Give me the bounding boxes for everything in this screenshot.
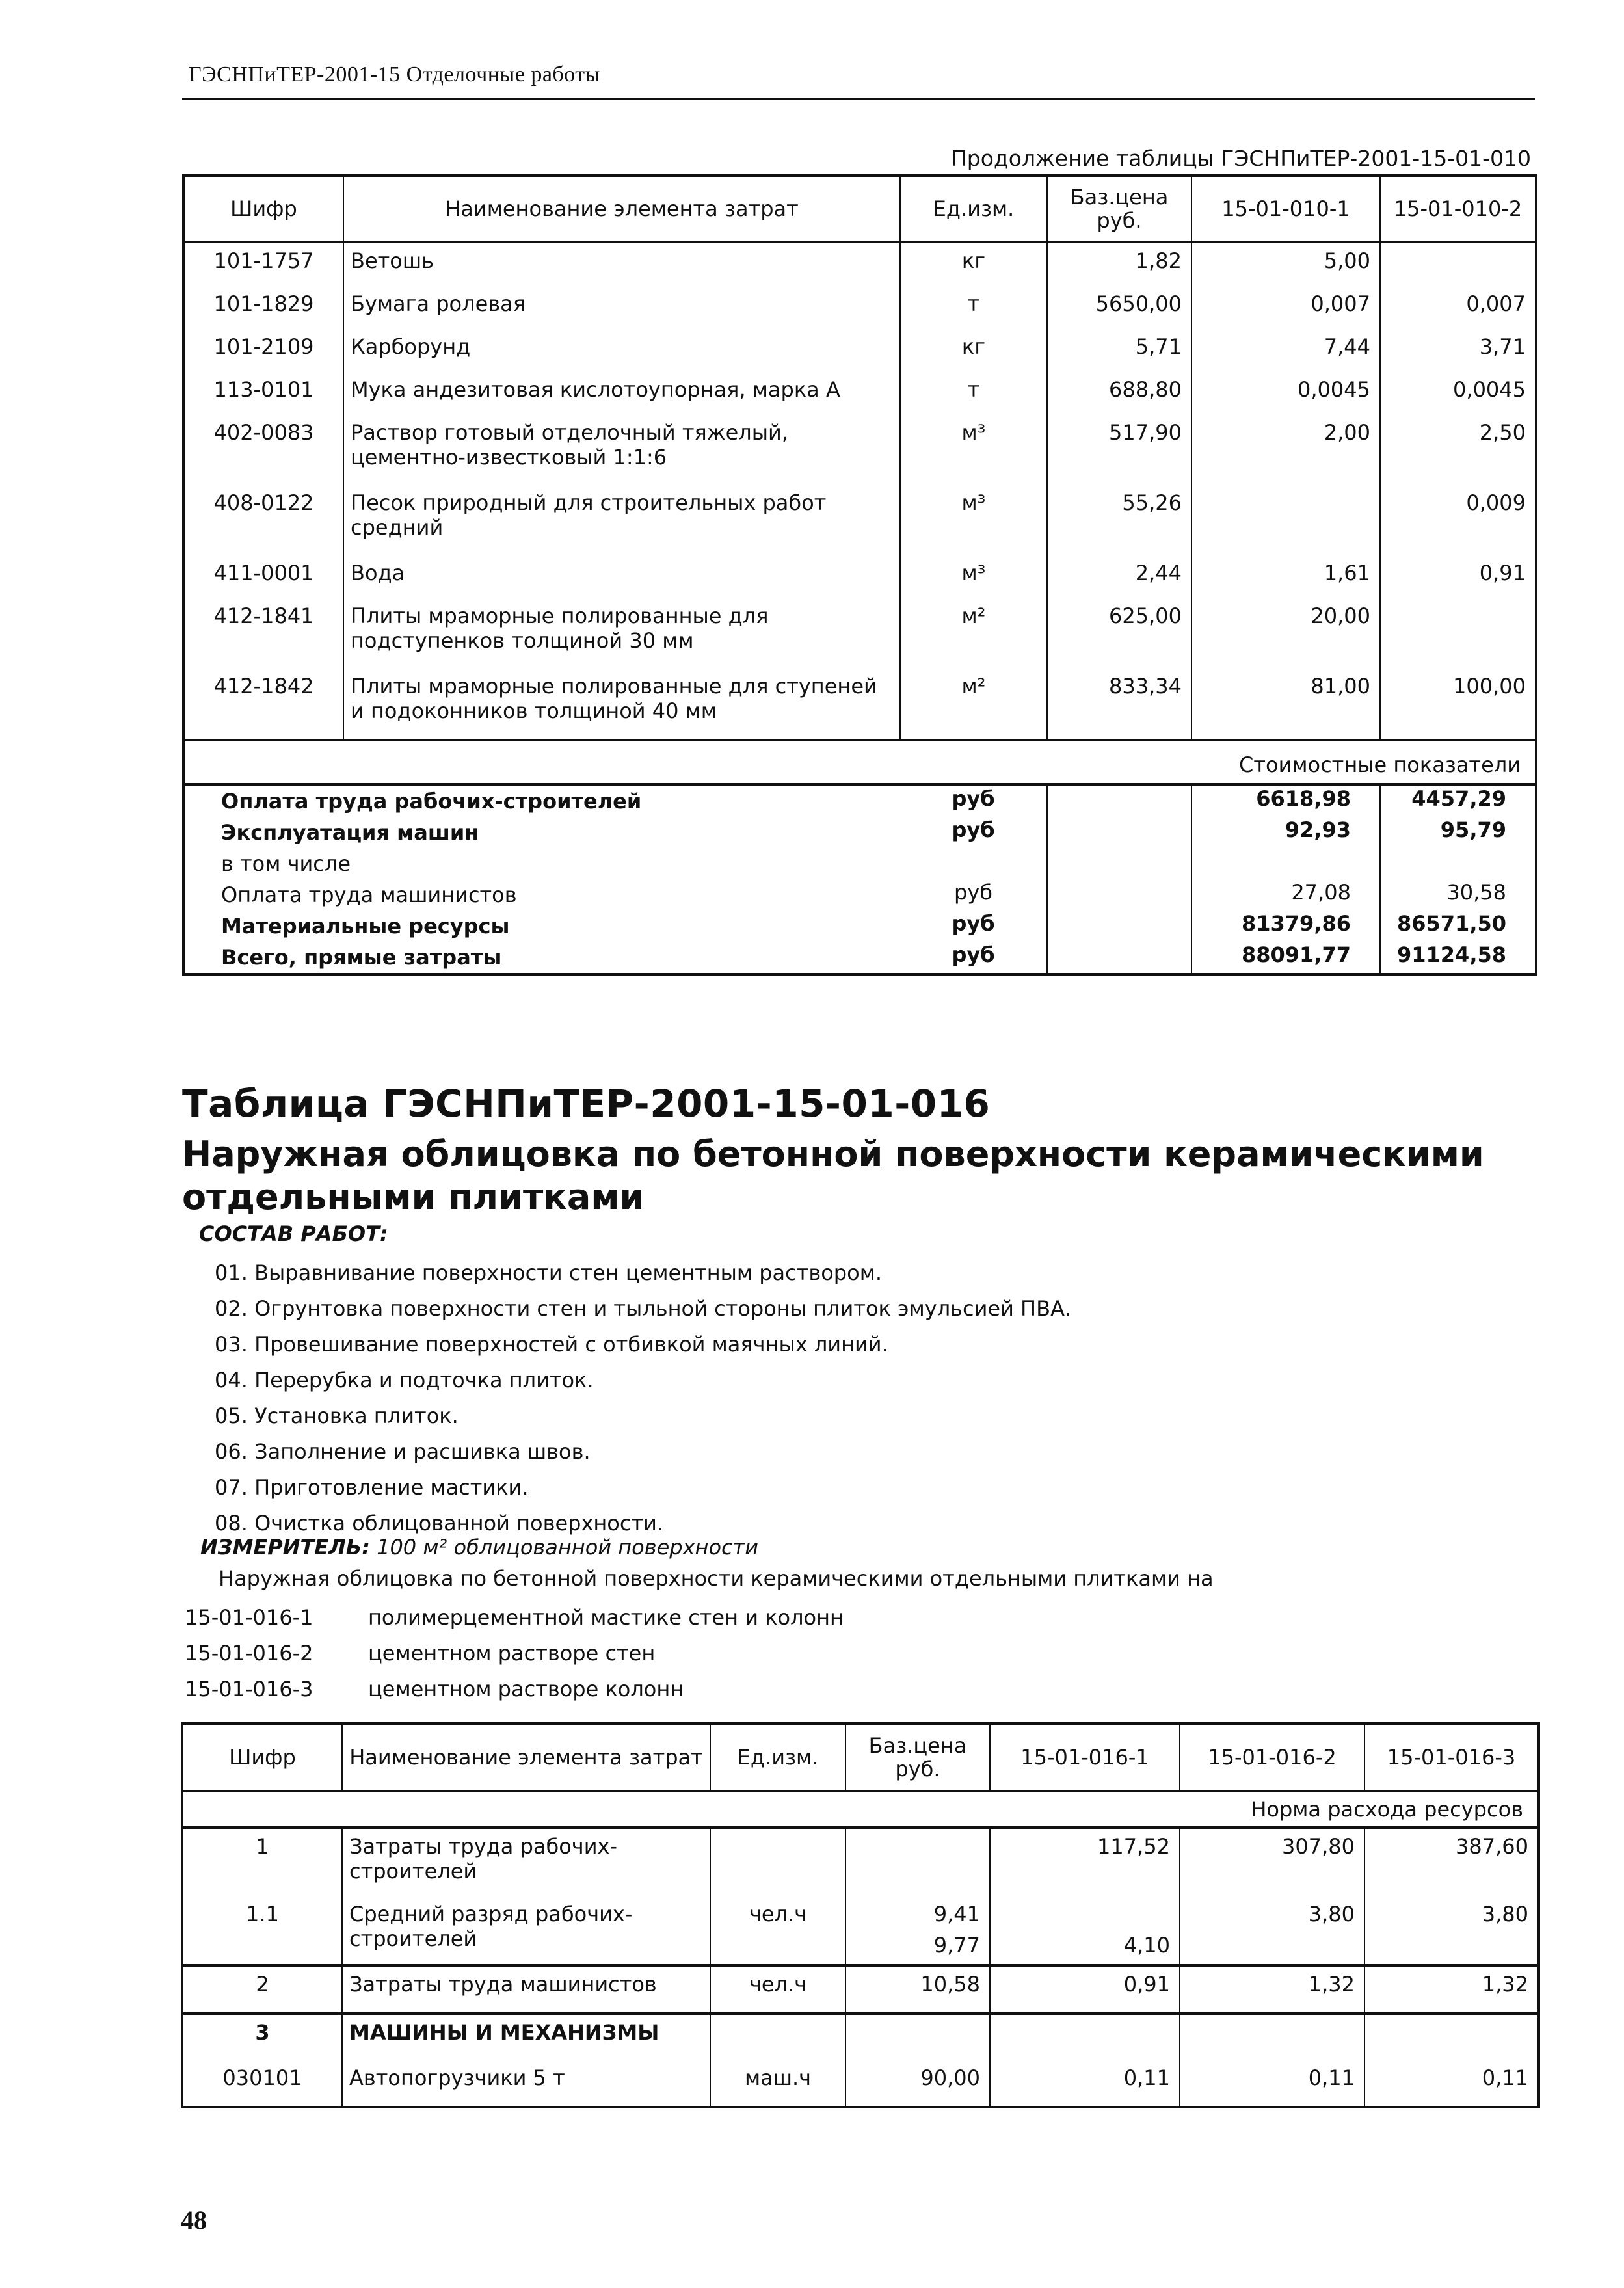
variant-text: полимерцементной мастике стен и колонн xyxy=(368,1605,844,1630)
row-price: 2,44 xyxy=(1047,555,1191,598)
variant-code: 15-01-016-2 xyxy=(185,1641,313,1666)
row-price: 55,26 xyxy=(1047,485,1191,555)
row-unit: чел.ч xyxy=(710,1896,845,1965)
table-row xyxy=(182,1896,1539,1965)
row-unit: м³ xyxy=(900,555,1047,598)
row-unit: маш.ч xyxy=(710,2060,845,2107)
row-unit: м³ xyxy=(900,485,1047,555)
row-v1: 7,44 xyxy=(1191,329,1380,372)
table-row xyxy=(183,286,1536,329)
col-header-unit: Ед.изм. xyxy=(900,176,1047,242)
row-code: 3 xyxy=(182,2014,342,2060)
row-code: 408-0122 xyxy=(183,485,343,555)
row-name: Затраты труда рабочих-строителей xyxy=(342,1828,710,1896)
row-name: Песок природный для строительных работ средний xyxy=(343,485,900,555)
cost-unit: руб xyxy=(954,880,992,905)
table-row xyxy=(183,242,1536,286)
row-price xyxy=(845,1896,990,1965)
section-title: Таблица ГЭСНПиТЕР-2001-15-01-016 xyxy=(182,1082,991,1126)
row-v3: 3,80 xyxy=(1364,1896,1539,1965)
list-item xyxy=(185,1600,844,1636)
col-header-code: Шифр xyxy=(182,1723,342,1791)
row-v1: 20,00 xyxy=(1191,598,1380,669)
row-code: 2 xyxy=(182,1965,342,2014)
cost-v2: 4457,29 xyxy=(1411,786,1506,811)
meter-line xyxy=(200,1535,758,1560)
row-v1: 0,0045 xyxy=(1191,372,1380,415)
cost-label: в том числе xyxy=(221,851,351,876)
row-price: 833,34 xyxy=(1047,669,1191,740)
resources-table xyxy=(181,1722,1540,2108)
row-name: Средний разряд рабочих-строителей xyxy=(342,1896,710,1965)
variant-code: 15-01-016-1 xyxy=(185,1605,313,1630)
header-rule xyxy=(182,98,1535,100)
row-v1: 0,11 xyxy=(990,2060,1180,2107)
cost-unit: руб xyxy=(952,818,995,842)
row-code: 411-0001 xyxy=(183,555,343,598)
row-name: Бумага ролевая xyxy=(343,286,900,329)
cost-label: Оплата труда рабочих-строителей xyxy=(221,789,642,814)
col-header-v1: 15-01-010-1 xyxy=(1191,176,1380,242)
cost-label: Всего, прямые затраты xyxy=(221,945,502,970)
row-v2: 307,80 xyxy=(1180,1828,1364,1896)
row-code: 030101 xyxy=(182,2060,342,2107)
row-price-2: 9,77 xyxy=(933,1933,980,1958)
list-item: 07. Приготовление мастики. xyxy=(215,1475,529,1500)
row-unit: кг xyxy=(900,242,1047,286)
row-unit: чел.ч xyxy=(710,1965,845,2014)
row-unit xyxy=(710,2014,845,2060)
cost-v1: 92,93 xyxy=(1191,817,1380,848)
row-v1: 5,00 xyxy=(1191,242,1380,286)
table-row xyxy=(183,669,1536,740)
row-v1 xyxy=(1191,485,1380,555)
row-unit: м² xyxy=(900,598,1047,669)
row-price: 688,80 xyxy=(1047,372,1191,415)
col-header-v3: 15-01-016-3 xyxy=(1364,1723,1539,1791)
cost-v1: 6618,98 xyxy=(1191,784,1380,817)
table-row xyxy=(182,1965,1539,2014)
cost-v1: 27,08 xyxy=(1191,879,1380,911)
row-name: Мука андезитовая кислотоупорная, марка А xyxy=(343,372,900,415)
row-v1: 2,00 xyxy=(1191,415,1380,485)
row-v1-2: 4,10 xyxy=(1123,1933,1170,1958)
row-price: 90,00 xyxy=(845,2060,990,2107)
meter-value: 100 м² облицованной поверхности xyxy=(377,1535,759,1560)
cost-v2 xyxy=(1380,848,1536,879)
cost-row xyxy=(183,784,1536,817)
row-v1: 117,52 xyxy=(990,1828,1180,1896)
description: Наружная облицовка по бетонной поверхности керамическими отдельными плитками на xyxy=(219,1566,1214,1591)
cost-unit xyxy=(900,848,1047,879)
cost-unit: руб xyxy=(952,786,995,811)
row-v2: 2,50 xyxy=(1380,415,1536,485)
row-price: 625,00 xyxy=(1047,598,1191,669)
row-price: 10,58 xyxy=(845,1965,990,2014)
row-price xyxy=(845,1828,990,1896)
list-item: 01. Выравнивание поверхности стен цементным раствором. xyxy=(215,1260,882,1285)
table-row xyxy=(183,598,1536,669)
cost-v1 xyxy=(1191,848,1380,879)
cost-label: Эксплуатация машин xyxy=(221,820,479,845)
row-v2 xyxy=(1380,598,1536,669)
row-v1-1 xyxy=(997,1902,1170,1926)
row-v2: 100,00 xyxy=(1380,669,1536,740)
row-v1 xyxy=(990,2014,1180,2060)
running-header: ГЭСНПиТЕР-2001-15 Отделочные работы xyxy=(189,62,600,86)
row-unit: кг xyxy=(900,329,1047,372)
row-v2: 1,32 xyxy=(1180,1965,1364,2014)
row-code: 1.1 xyxy=(182,1896,342,1965)
cost-blank xyxy=(1047,879,1191,911)
col-header-v2: 15-01-010-2 xyxy=(1380,176,1536,242)
cost-v1: 88091,77 xyxy=(1191,942,1380,974)
cost-blank xyxy=(1047,784,1191,817)
row-unit: т xyxy=(900,286,1047,329)
row-name: Карборунд xyxy=(343,329,900,372)
table-header-row xyxy=(182,1723,1539,1791)
list-item: 05. Установка плиток. xyxy=(215,1403,459,1428)
row-unit: м² xyxy=(900,669,1047,740)
list-item xyxy=(185,1636,844,1671)
list-item: 02. Огрунтовка поверхности стен и тыльной стороны плиток эмульсией ПВА. xyxy=(215,1296,1072,1321)
cost-blank xyxy=(1047,942,1191,974)
col-header-price: Баз.цена руб. xyxy=(1047,176,1191,242)
row-price: 5650,00 xyxy=(1047,286,1191,329)
row-v2: 0,009 xyxy=(1380,485,1536,555)
list-item: 08. Очистка облицованной поверхности. xyxy=(215,1511,664,1536)
table-row xyxy=(183,485,1536,555)
row-unit xyxy=(710,1828,845,1896)
row-name: Плиты мраморные полированные для подступенков толщиной 30 мм xyxy=(343,598,900,669)
list-item: 04. Перерубка и подточка плиток. xyxy=(215,1368,594,1392)
materials-table xyxy=(182,174,1537,786)
row-v2 xyxy=(1180,2014,1364,2060)
cost-row xyxy=(183,879,1536,911)
table-row xyxy=(182,2014,1539,2060)
col-header-v1: 15-01-016-1 xyxy=(990,1723,1180,1791)
table-continuation-label: Продолжение таблицы ГЭСНПиТЕР-2001-15-01-010 xyxy=(950,146,1531,171)
cost-blank xyxy=(1047,848,1191,879)
row-unit: м³ xyxy=(900,415,1047,485)
col-header-price: Баз.цена руб. xyxy=(845,1723,990,1791)
row-v3: 1,32 xyxy=(1364,1965,1539,2014)
col-header-code: Шифр xyxy=(183,176,343,242)
row-v2: 0,91 xyxy=(1380,555,1536,598)
cost-row xyxy=(183,911,1536,942)
row-v3 xyxy=(1364,2014,1539,2060)
row-v2: 3,80 xyxy=(1180,1896,1364,1965)
row-name: Автопогрузчики 5 т xyxy=(342,2060,710,2107)
row-price: 5,71 xyxy=(1047,329,1191,372)
cost-row xyxy=(183,942,1536,974)
row-v1: 1,61 xyxy=(1191,555,1380,598)
cost-label: Материальные ресурсы xyxy=(221,914,510,938)
row-v2: 0,0045 xyxy=(1380,372,1536,415)
row-v2: 0,007 xyxy=(1380,286,1536,329)
row-v2 xyxy=(1380,242,1536,286)
variant-code: 15-01-016-3 xyxy=(185,1677,313,1701)
cost-unit: руб xyxy=(952,911,995,936)
row-price: 1,82 xyxy=(1047,242,1191,286)
cost-row xyxy=(183,817,1536,848)
row-code: 412-1842 xyxy=(183,669,343,740)
table-row xyxy=(182,1828,1539,1896)
cost-v2: 91124,58 xyxy=(1396,942,1506,967)
row-name: МАШИНЫ И МЕХАНИЗМЫ xyxy=(342,2014,710,2060)
works-list xyxy=(215,1255,1071,1541)
norm-header: Норма расхода ресурсов xyxy=(182,1791,1539,1828)
row-price-1: 9,41 xyxy=(933,1902,980,1926)
row-v2: 3,71 xyxy=(1380,329,1536,372)
row-name: Вода xyxy=(343,555,900,598)
row-code: 101-1757 xyxy=(183,242,343,286)
row-code: 412-1841 xyxy=(183,598,343,669)
variant-text: цементном растворе стен xyxy=(368,1641,656,1666)
table-row xyxy=(183,372,1536,415)
row-v1: 0,91 xyxy=(990,1965,1180,2014)
meter-label: ИЗМЕРИТЕЛЬ: xyxy=(200,1535,370,1560)
row-code: 402-0083 xyxy=(183,415,343,485)
variant-text: цементном растворе колонн xyxy=(368,1677,684,1701)
table-header-row xyxy=(183,176,1536,242)
page-number: 48 xyxy=(181,2205,207,2235)
row-unit: т xyxy=(900,372,1047,415)
row-v1 xyxy=(990,1896,1180,1965)
row-v2: 0,11 xyxy=(1180,2060,1364,2107)
cost-v1: 81379,86 xyxy=(1191,911,1380,942)
row-name: Затраты труда машинистов xyxy=(342,1965,710,2014)
list-item: 06. Заполнение и расшивка швов. xyxy=(215,1439,591,1464)
section-subtitle: Наружная облицовка по бетонной поверхности керамическими отдельными плитками xyxy=(182,1134,1484,1217)
cost-section-header-row xyxy=(183,740,1536,784)
row-price xyxy=(845,2014,990,2060)
col-header-name: Наименование элемента затрат xyxy=(343,176,900,242)
works-label: СОСТАВ РАБОТ: xyxy=(199,1221,388,1246)
cost-table xyxy=(182,783,1537,976)
row-price: 517,90 xyxy=(1047,415,1191,485)
row-v3: 387,60 xyxy=(1364,1828,1539,1896)
row-code: 113-0101 xyxy=(183,372,343,415)
table-row xyxy=(183,555,1536,598)
col-header-unit: Ед.изм. xyxy=(710,1723,845,1791)
cost-unit: руб xyxy=(952,942,995,967)
cost-label: Оплата труда машинистов xyxy=(221,883,517,907)
cost-v2: 95,79 xyxy=(1440,818,1506,842)
row-name: Ветошь xyxy=(343,242,900,286)
row-v1: 0,007 xyxy=(1191,286,1380,329)
col-header-name: Наименование элемента затрат xyxy=(342,1723,710,1791)
table-row xyxy=(182,2060,1539,2107)
row-v1: 81,00 xyxy=(1191,669,1380,740)
cost-v2: 86571,50 xyxy=(1396,911,1506,936)
norm-header-row xyxy=(182,1791,1539,1828)
row-code: 101-1829 xyxy=(183,286,343,329)
row-name: Плиты мраморные полированные для ступеней и подоконников толщиной 40 мм xyxy=(343,669,900,740)
table-row xyxy=(183,329,1536,372)
row-name: Раствор готовый отделочный тяжелый, цементно-известковый 1:1:6 xyxy=(343,415,900,485)
row-code: 101-2109 xyxy=(183,329,343,372)
variants-list xyxy=(185,1600,844,1707)
cost-row xyxy=(183,848,1536,879)
list-item xyxy=(185,1671,844,1707)
row-v3: 0,11 xyxy=(1364,2060,1539,2107)
cost-blank xyxy=(1047,911,1191,942)
cost-section-header: Стоимостные показатели xyxy=(183,740,1536,784)
table-row xyxy=(183,415,1536,485)
cost-blank xyxy=(1047,817,1191,848)
list-item: 03. Провешивание поверхностей с отбивкой маячных линий. xyxy=(215,1332,888,1357)
row-code: 1 xyxy=(182,1828,342,1896)
col-header-v2: 15-01-016-2 xyxy=(1180,1723,1364,1791)
cost-v2: 30,58 xyxy=(1446,880,1506,905)
